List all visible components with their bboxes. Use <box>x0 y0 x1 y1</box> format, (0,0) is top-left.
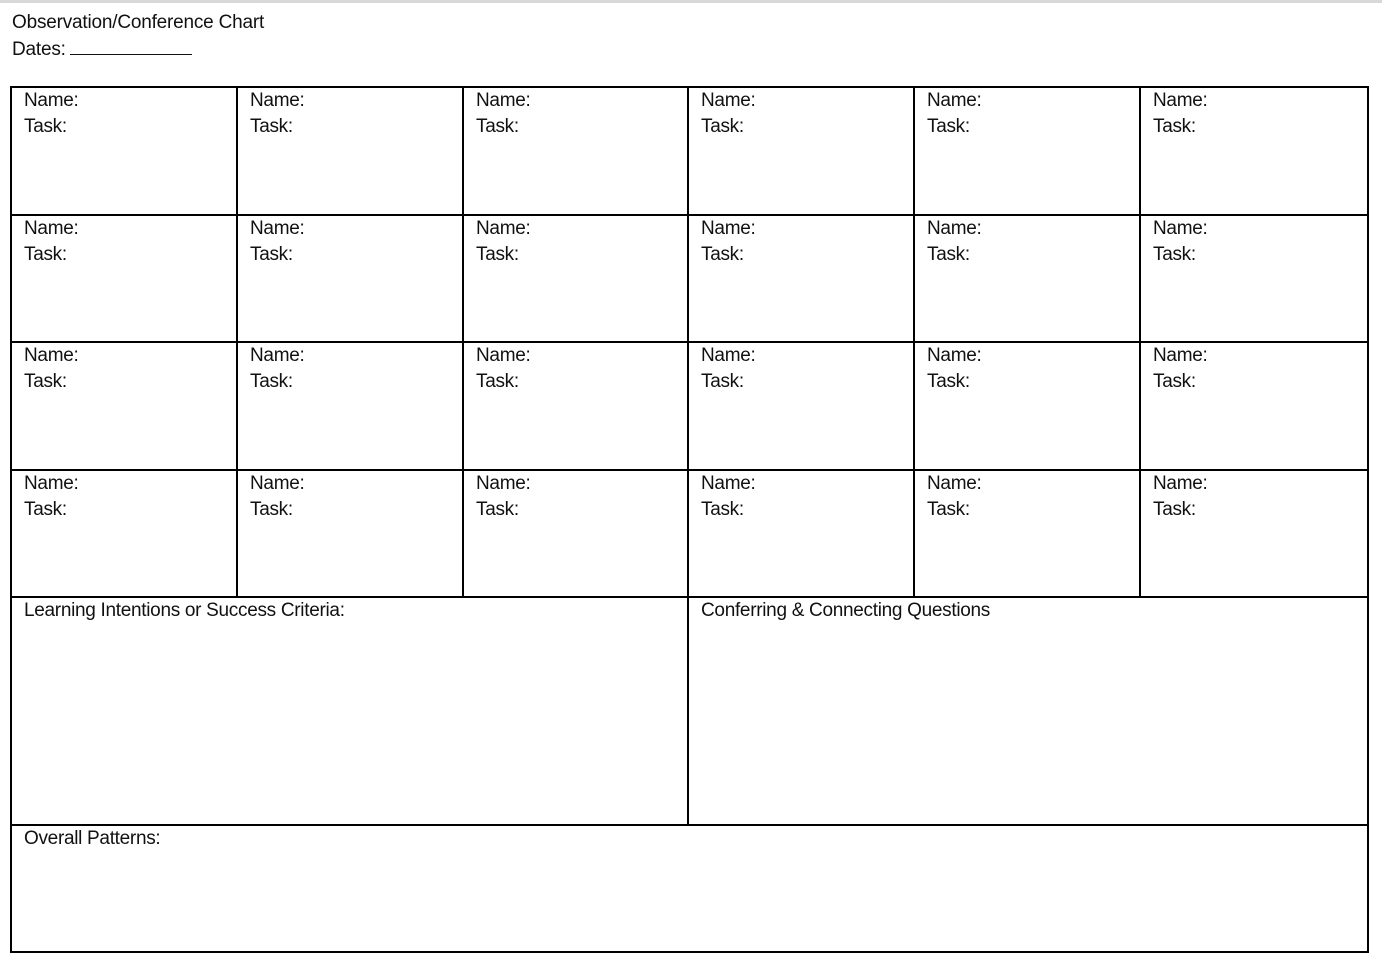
task-label: Task: <box>701 116 744 137</box>
name-label: Name: <box>1153 90 1208 111</box>
observation-cell[interactable] <box>11 470 237 598</box>
observation-cell[interactable] <box>463 342 688 470</box>
task-label: Task: <box>927 498 970 520</box>
cell-content <box>464 88 687 140</box>
task-label: Task: <box>476 371 519 392</box>
learning-intentions-box[interactable] <box>11 597 688 825</box>
page-title: Observation/Conference Chart <box>12 12 265 33</box>
cell-content <box>238 343 462 395</box>
observation-cell[interactable] <box>914 342 1140 470</box>
name-label: Name: <box>701 90 756 111</box>
cell-content <box>464 216 687 268</box>
observation-cell[interactable] <box>688 470 914 598</box>
dates-label: Dates: <box>12 39 66 60</box>
name-label: Name: <box>250 472 305 494</box>
dates-blank-field[interactable] <box>70 35 192 55</box>
task-label: Task: <box>701 498 744 520</box>
name-label: Name: <box>24 472 79 494</box>
observation-cell[interactable] <box>688 342 914 470</box>
name-label: Name: <box>24 345 79 366</box>
overall-patterns-label: Overall Patterns: <box>24 828 161 849</box>
name-label: Name: <box>476 217 531 239</box>
observation-cell[interactable] <box>237 215 463 343</box>
task-label: Task: <box>476 116 519 137</box>
cell-content <box>238 471 462 523</box>
name-label: Name: <box>476 472 531 494</box>
observation-cell[interactable] <box>688 87 914 215</box>
cell-content <box>915 343 1139 395</box>
cell-content <box>238 216 462 268</box>
observation-row <box>11 87 1368 215</box>
name-label: Name: <box>927 472 982 494</box>
cell-content <box>238 88 462 140</box>
task-label: Task: <box>927 243 970 265</box>
name-label: Name: <box>701 472 756 494</box>
cell-content <box>689 471 913 523</box>
observation-row <box>11 342 1368 470</box>
learning-intentions-label: Learning Intentions or Success Criteria: <box>24 600 345 621</box>
observation-cell[interactable] <box>914 87 1140 215</box>
cell-content <box>1141 88 1367 140</box>
cell-content <box>915 216 1139 268</box>
observation-cell[interactable] <box>11 215 237 343</box>
cell-content <box>1141 471 1367 523</box>
conferring-questions-label: Conferring & Connecting Questions <box>701 600 990 621</box>
task-label: Task: <box>250 116 293 137</box>
name-label: Name: <box>250 90 305 111</box>
cell-content <box>12 88 236 140</box>
name-label: Name: <box>927 90 982 111</box>
task-label: Task: <box>24 371 67 392</box>
cell-content <box>464 471 687 523</box>
observation-row <box>11 470 1368 598</box>
task-label: Task: <box>927 116 970 137</box>
task-label: Task: <box>24 498 67 520</box>
task-label: Task: <box>24 116 67 137</box>
task-label: Task: <box>1153 371 1196 392</box>
observation-cell[interactable] <box>237 342 463 470</box>
overall-patterns-box[interactable] <box>11 825 1368 952</box>
name-label: Name: <box>250 345 305 366</box>
observation-cell[interactable] <box>463 215 688 343</box>
name-label: Name: <box>1153 472 1208 494</box>
observation-cell[interactable] <box>11 342 237 470</box>
name-label: Name: <box>701 217 756 239</box>
task-label: Task: <box>476 243 519 265</box>
name-label: Name: <box>250 217 305 239</box>
name-label: Name: <box>24 90 79 111</box>
observation-cell[interactable] <box>237 87 463 215</box>
cell-content <box>1141 216 1367 268</box>
task-label: Task: <box>701 243 744 265</box>
cell-content <box>12 471 236 523</box>
observation-chart-table <box>10 86 1369 953</box>
task-label: Task: <box>250 498 293 520</box>
cell-content <box>1141 343 1367 395</box>
task-label: Task: <box>250 243 293 265</box>
name-label: Name: <box>1153 217 1208 239</box>
task-label: Task: <box>250 371 293 392</box>
observation-cell[interactable] <box>463 470 688 598</box>
name-label: Name: <box>927 217 982 239</box>
name-label: Name: <box>927 345 982 366</box>
observation-cell[interactable] <box>11 87 237 215</box>
name-label: Name: <box>476 345 531 366</box>
cell-content <box>12 343 236 395</box>
task-label: Task: <box>1153 243 1196 265</box>
task-label: Task: <box>1153 498 1196 520</box>
cell-content <box>464 343 687 395</box>
task-label: Task: <box>927 371 970 392</box>
top-divider <box>0 0 1382 3</box>
dates-line <box>12 35 192 62</box>
name-label: Name: <box>24 217 79 239</box>
observation-cell[interactable] <box>237 470 463 598</box>
name-label: Name: <box>701 345 756 366</box>
task-label: Task: <box>24 243 67 265</box>
cell-content <box>689 216 913 268</box>
observation-cell[interactable] <box>1140 87 1368 215</box>
cell-content <box>12 216 236 268</box>
observation-cell[interactable] <box>1140 342 1368 470</box>
observation-cell[interactable] <box>688 215 914 343</box>
observation-cell[interactable] <box>1140 470 1368 598</box>
cell-content <box>915 471 1139 523</box>
task-label: Task: <box>1153 116 1196 137</box>
observation-cell[interactable] <box>463 87 688 215</box>
task-label: Task: <box>701 371 744 392</box>
observation-cell[interactable] <box>1140 215 1368 343</box>
cell-content <box>689 88 913 140</box>
observation-cell[interactable] <box>914 470 1140 598</box>
name-label: Name: <box>1153 345 1208 366</box>
task-label: Task: <box>476 498 519 520</box>
cell-content <box>915 88 1139 140</box>
name-label: Name: <box>476 90 531 111</box>
observation-cell[interactable] <box>914 215 1140 343</box>
conferring-questions-box[interactable] <box>688 597 1368 825</box>
observation-row <box>11 215 1368 343</box>
cell-content <box>689 343 913 395</box>
